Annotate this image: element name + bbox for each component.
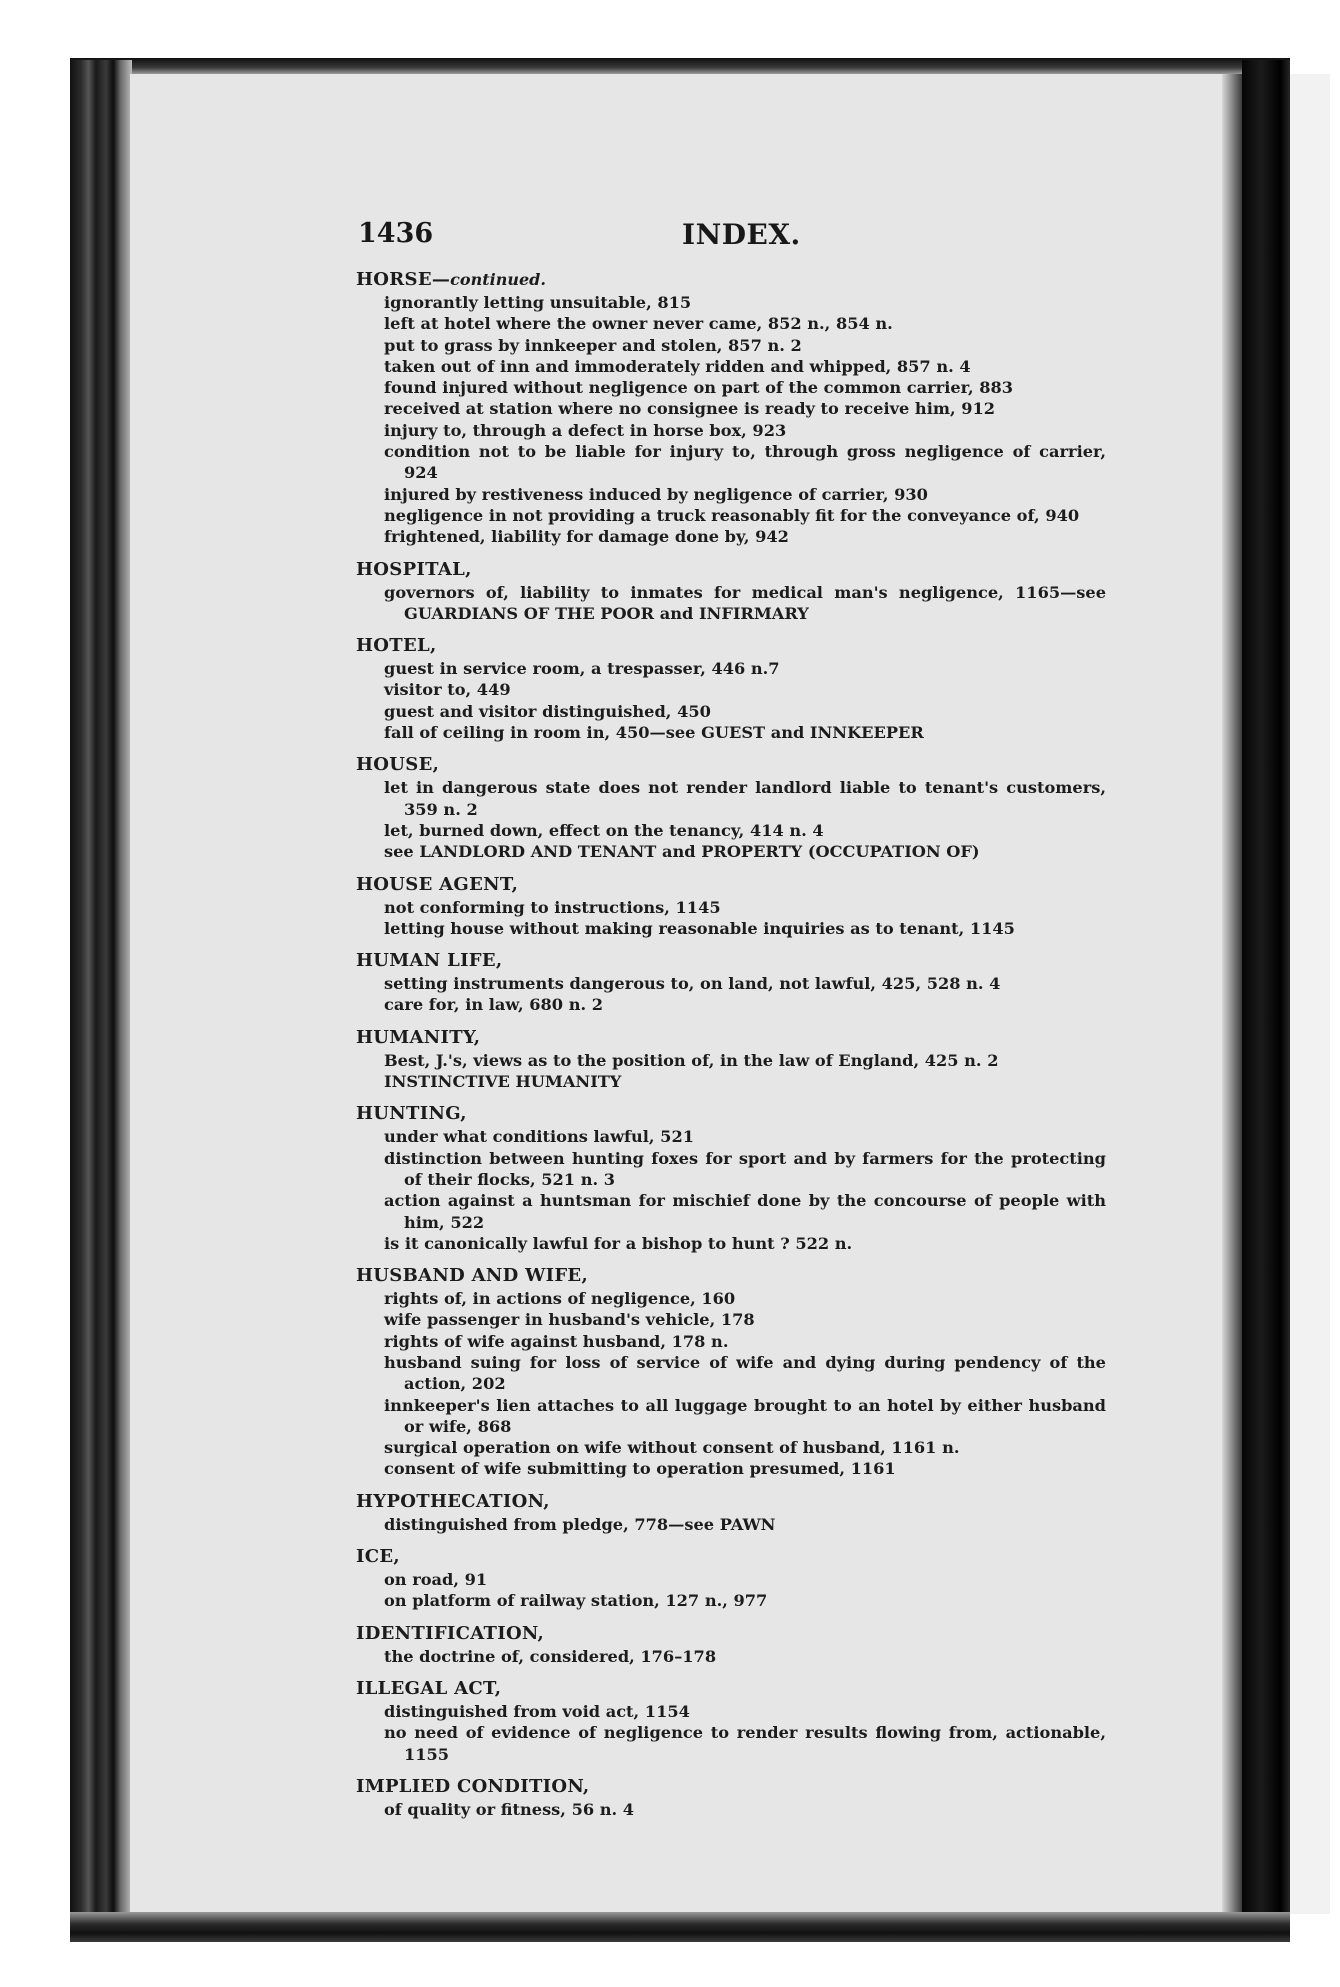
index-heading-label: IDENTIFICATION, [356,1622,545,1644]
index-heading-label: ICE, [356,1546,400,1568]
index-subentry: consent of wife submitting to operation presumed, 1161 [384,1459,896,1479]
index-subentry: fall of ceiling in room in, 450—see GUEST and INNKEEPER [384,723,924,743]
index-subentry: of quality or fitness, 56 n. 4 [384,1799,635,1819]
index-subentry: action against a huntsman for mischief done by the concourse of people with him, 522 [384,1191,1106,1232]
index-heading-label: HUMAN LIFE, [356,950,503,972]
index-subentry: visitor to, 449 [384,680,511,700]
index-heading-label: HUMANITY, [356,1026,481,1048]
index-subentry: innkeeper's lien attaches to all luggage brought to an hotel by either husband or wife, 868 [384,1395,1106,1436]
index-subentry: received at station where no consignee is ready to receive him, 912 [384,399,996,419]
index-subentry: rights of, in actions of negligence, 160 [384,1289,736,1309]
index-heading-label: HOSPITAL, [356,558,472,580]
index-subentry: frightened, liability for damage done by, 942 [384,527,789,547]
page-title: INDEX. [682,218,801,251]
index-subentry: Best, J.'s, views as to the position of, in the law of England, 425 n. 2 [384,1050,999,1070]
index-subentry: husband suing for loss of service of wife and dying during pendency of the action, 202 [384,1352,1106,1394]
index-subentry: distinguished from void act, 1154 [384,1701,690,1721]
index-entry [356,873,1106,940]
index-subentry: the doctrine of, considered, 176–178 [384,1646,717,1666]
index-heading-label: HUNTING, [356,1103,467,1125]
index-heading [356,1677,1106,1700]
index-list [356,268,1106,1830]
index-subentry: rights of wife against husband, 178 n. [384,1331,729,1351]
index-entry [356,1545,1106,1612]
index-subentry: injured by restiveness induced by negligence of carrier, 930 [384,484,928,504]
index-entry [356,558,1106,625]
index-heading [356,1775,1106,1798]
index-heading [356,1490,1106,1513]
book-edge-right [1242,60,1290,1940]
index-heading [356,1026,1106,1049]
index-subentry: distinction between hunting foxes for sport and by farmers for the protecting of their flocks, 521 n. 3 [384,1148,1106,1189]
index-heading [356,558,1106,581]
index-heading [356,1264,1106,1287]
index-heading [356,1622,1106,1645]
index-subentry: on platform of railway station, 127 n., 977 [384,1591,768,1611]
index-subentry: ignorantly letting unsuitable, 815 [384,293,692,312]
index-heading-label: HORSE— [356,269,451,290]
page-gutter-shadow [1222,74,1242,1914]
index-heading-label: HOUSE, [356,754,440,776]
index-subentry: surgical operation on wife without consent of husband, 1161 n. [384,1438,960,1458]
book-edge-bottom [70,1912,1290,1942]
index-subentry: condition not to be liable for injury to, through gross negligence of carrier, 924 [384,442,1106,483]
index-subentry: distinguished from pledge, 778—see PAWN [384,1514,776,1534]
index-entry [356,753,1106,862]
index-subentry: let, burned down, effect on the tenancy, 414 n. 4 [384,820,824,840]
index-entry [356,1622,1106,1667]
index-heading [356,268,1106,291]
page-header [358,218,801,258]
index-subentry: wife passenger in husband's vehicle, 178 [384,1310,755,1330]
index-subentry: on road, 91 [384,1570,488,1590]
index-subentry: no need of evidence of negligence to render results flowing from, actionable, 1155 [384,1723,1106,1764]
index-subentry: guest in service room, a trespasser, 446 n.7 [384,659,780,679]
index-heading-label: HOUSE AGENT, [356,873,519,895]
index-subentry: injury to, through a defect in horse box, 923 [384,420,787,440]
index-heading-label: IMPLIED CONDITION, [356,1775,590,1797]
index-heading [356,949,1106,972]
index-subentry: setting instruments dangerous to, on land, not lawful, 425, 528 n. 4 [384,974,1001,994]
index-heading-continued: continued. [450,270,546,289]
index-heading-label: HOTEL, [356,635,437,657]
facing-page-edge [1290,74,1330,1914]
index-subentry: care for, in law, 680 n. 2 [384,995,603,1015]
index-subentry: left at hotel where the owner never came, 852 n., 854 n. [384,314,893,334]
index-entry [356,1264,1106,1480]
index-entry [356,1102,1106,1254]
index-heading [356,753,1106,776]
index-subentry: put to grass by innkeeper and stolen, 857 n. 2 [384,335,802,355]
index-subentry: found injured without negligence on part of the common carrier, 883 [384,378,1014,398]
index-heading [356,1545,1106,1568]
book-edge-top [70,58,1290,74]
index-entry [356,1677,1106,1765]
index-subentry: letting house without making reasonable inquiries as to tenant, 1145 [384,918,1015,938]
page-number: 1436 [358,218,434,249]
index-entry [356,634,1106,743]
index-entry [356,949,1106,1016]
index-subentry: not conforming to instructions, 1145 [384,897,721,917]
index-entry [356,1490,1106,1535]
index-subentry: under what conditions lawful, 521 [384,1127,694,1147]
index-subentry: let in dangerous state does not render landlord liable to tenant's customers, 359 n. 2 [384,778,1106,819]
index-subentry: INSTINCTIVE HUMANITY [384,1072,622,1092]
index-subentry: guest and visitor distinguished, 450 [384,701,711,721]
index-subentry: taken out of inn and immoderately ridden and whipped, 857 n. 4 [384,356,971,376]
index-subentry: is it canonically lawful for a bishop to hunt ? 522 n. [384,1233,853,1253]
index-heading-label: HYPOTHECATION, [356,1490,550,1512]
book-spine-left [70,60,132,1930]
index-subentry: negligence in not providing a truck reasonably fit for the conveyance of, 940 [384,505,1080,525]
index-heading [356,634,1106,657]
index-entry [356,1775,1106,1820]
index-entry [356,1026,1106,1093]
index-subentry: see LANDLORD AND TENANT and PROPERTY (OCCUPATION OF) [384,842,980,862]
index-heading-label: ILLEGAL ACT, [356,1677,502,1699]
index-entry [356,268,1106,548]
index-heading [356,873,1106,896]
index-heading-label: HUSBAND AND WIFE, [356,1265,589,1287]
index-subentry: governors of, liability to inmates for medical man's negligence, 1165—see GUARDIANS OF THE POOR and INFIRMARY [384,582,1106,623]
index-heading [356,1102,1106,1125]
